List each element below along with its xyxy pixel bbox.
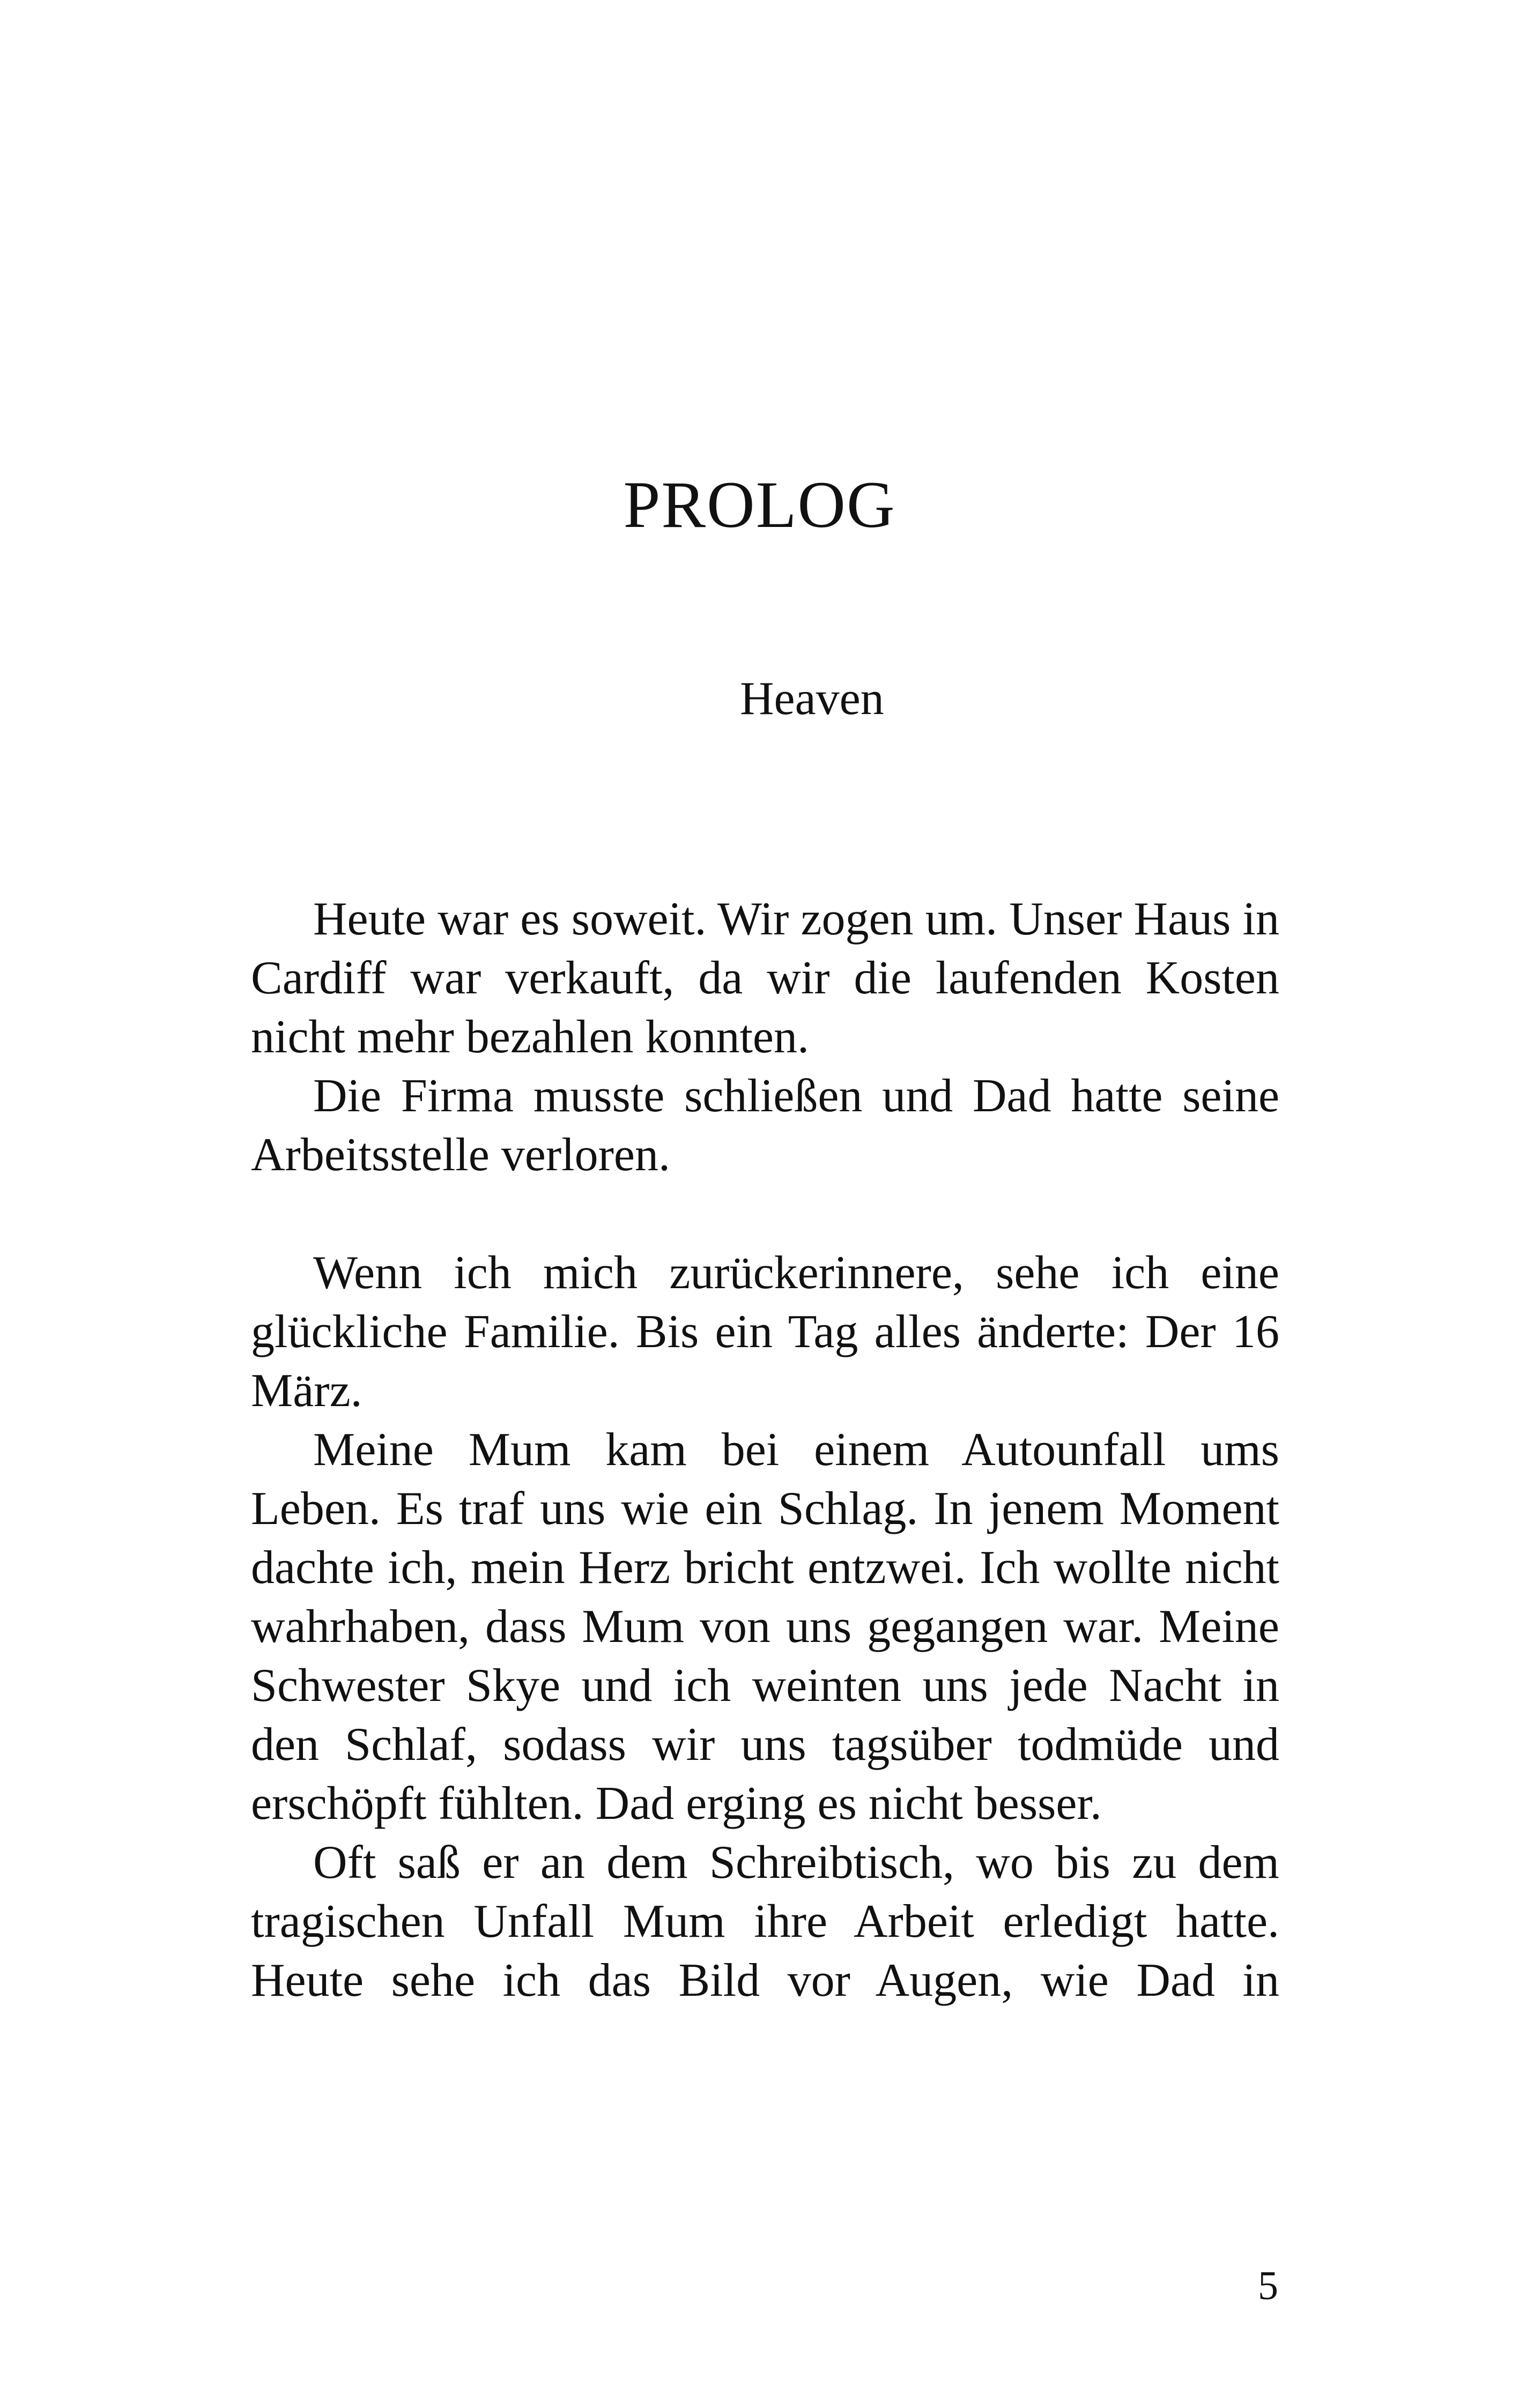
chapter-subtitle: Heaven — [740, 673, 884, 725]
paragraph: Die Firma musste schließen und Dad hatte seine Arbeitsstelle verloren. — [251, 1070, 1279, 1181]
body-text — [251, 890, 1279, 2010]
paragraph: Heute war es soweit. Wir zogen um. Unser Haus in Cardiff war verkauft, da wir die laufenden Kosten nicht mehr bezahlen konnten. — [251, 893, 1279, 1063]
chapter-title: PROLOG — [623, 468, 896, 541]
paragraph: Oft saß er an dem Schreibtisch, wo bis zu dem tragischen Unfall Mum ihre Arbeit erledigt hatte. Heute sehe ich das Bild vor Augen, wie Dad in — [251, 1837, 1279, 2006]
paragraph: Wenn ich mich zurückerinnere, sehe ich eine glückliche Familie. Bis ein Tag alles änderte: Der 16 März. — [251, 1247, 1279, 1417]
page-number: 5 — [1258, 2263, 1278, 2308]
paragraph: Meine Mum kam bei einem Autounfall ums Leben. Es traf uns wie ein Schlag. In jenem Moment dachte ich, mein Herz bricht entzwei. Ich wollte nicht wahrhaben, dass Mum von uns gegangen war. Meine Schwester Skye und ich weinten uns jede Nacht in den Schlaf, sodass wir uns tagsüber todmüde und erschöpft fühlten. Dad erging es nicht besser. — [251, 1424, 1279, 1830]
